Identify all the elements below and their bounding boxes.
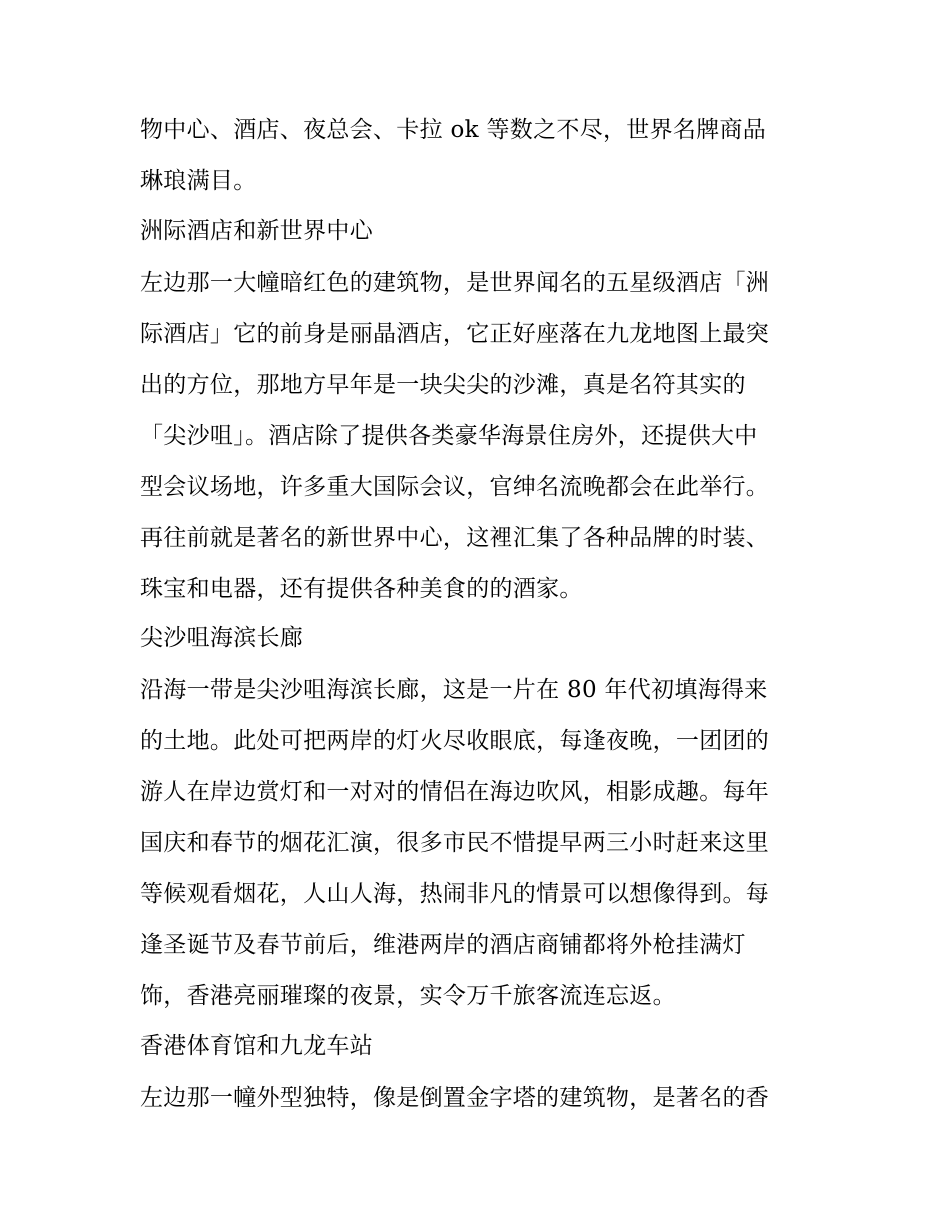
body-text-line: 珠宝和电器，还有提供各种美食的的酒家。 [140, 576, 583, 602]
body-text-line: 左边那一幢外型独特，像是倒置金字塔的建筑物，是著名的香 [140, 1085, 770, 1111]
section-heading: 香港体育馆和九龙车站 [140, 1033, 373, 1059]
body-text-line: 等候观看烟花，人山人海，热闹非凡的情景可以想像得到。每 [140, 881, 770, 907]
section-heading: 尖沙咀海滨长廊 [140, 625, 304, 651]
body-text-line: 出的方位，那地方早年是一块尖尖的沙滩，真是名符其实的 [140, 372, 746, 398]
body-text-line: 型会议场地，许多重大国际会议，官绅名流晚都会在此举行。 [140, 474, 770, 500]
body-text-line: 饰，香港亮丽璀璨的夜景，实令万千旅客流连忘返。 [140, 983, 676, 1009]
body-text-line: 游人在岸边赏灯和一对对的情侣在海边吹风，相影成趣。每年 [140, 779, 770, 805]
body-text-line: 逢圣诞节及春节前后，维港两岸的酒店商铺都将外枪挂满灯 [140, 932, 746, 958]
body-text-line: 沿海一带是尖沙咀海滨长廊，这是一片在 80 年代初填海得来 [140, 677, 768, 703]
body-text-line: 「尖沙咀」。酒店除了提供各类豪华海景住房外，还提供大中 [140, 423, 758, 449]
body-text-line: 国庆和春节的烟花汇演，很多市民不惜提早两三小时赶来这里 [140, 830, 770, 856]
section-heading: 洲际酒店和新世界中心 [140, 218, 373, 244]
body-text-line: 的土地。此处可把两岸的灯火尽收眼底，每逢夜晚，一团团的 [140, 728, 770, 754]
body-text-line: 琳琅满目。 [140, 168, 257, 194]
body-text-line: 物中心、酒店、夜总会、卡拉 ok 等数之不尽，世界名牌商品 [140, 117, 767, 143]
body-text-line: 左边那一大幢暗红色的建筑物，是世界闻名的五星级酒店「洲 [140, 270, 770, 296]
body-text-line: 再往前就是著名的新世界中心，这裡汇集了各种品牌的时装、 [140, 525, 770, 551]
body-text-line: 际酒店」它的前身是丽晶酒店，它正好座落在九龙地图上最突 [140, 321, 770, 347]
